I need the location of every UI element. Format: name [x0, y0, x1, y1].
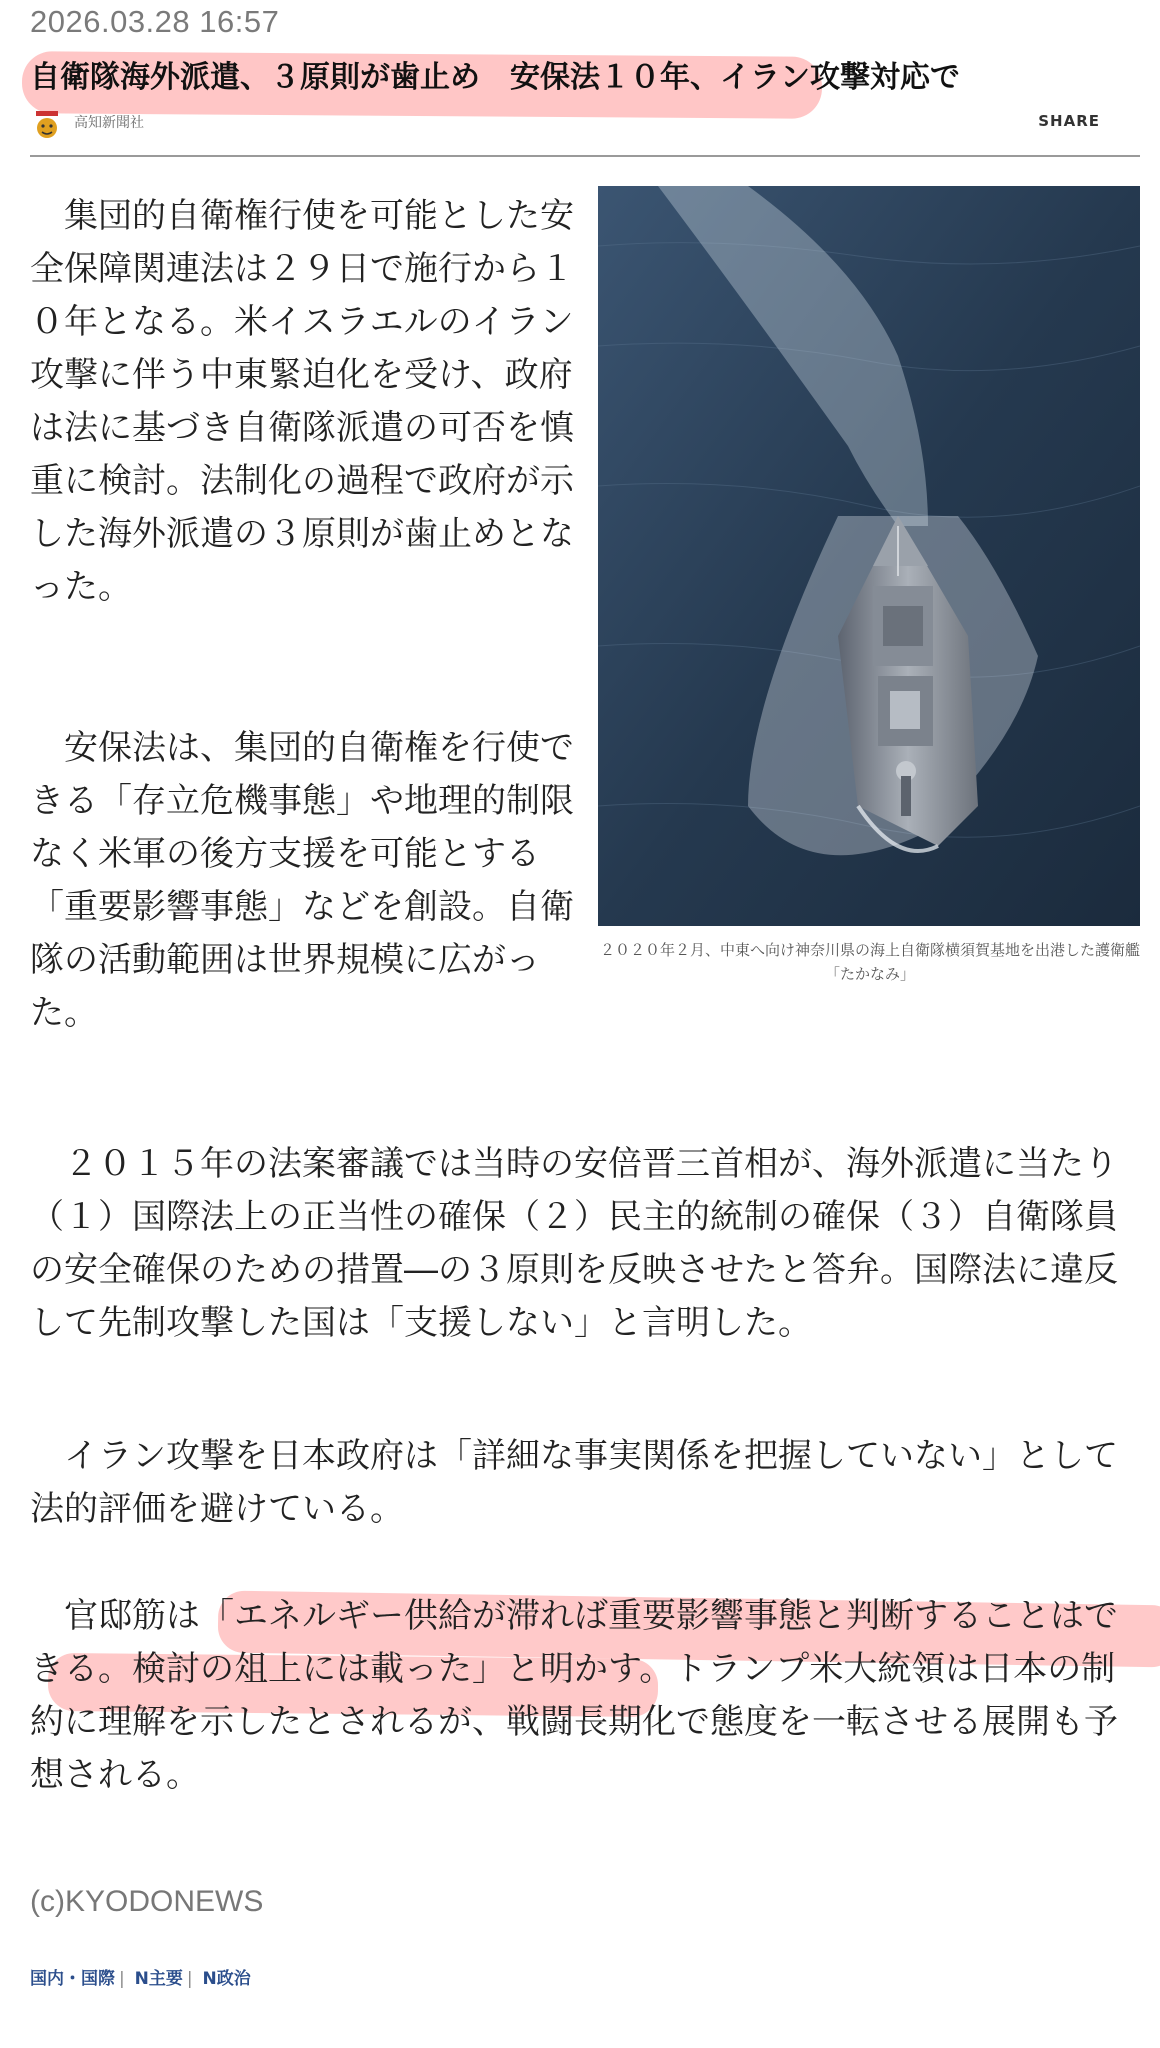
publisher-name: 高知新聞社 — [74, 115, 144, 131]
article-paragraph-2: 安保法は、集団的自衛権を行使できる「存立危機事態」や地理的制限なく米軍の後方支援を可能とする「重要影響事態」などを創設。自衛隊の活動範囲は世界規模に広がった。 — [30, 728, 574, 1033]
copyright-notice: (c)KYODONEWS — [30, 1885, 264, 1918]
article-photo-warship — [598, 186, 1140, 926]
warship-image-icon — [598, 186, 1140, 926]
article-paragraph-5: 官邸筋は「エネルギー供給が滞れば重要影響事態と判断することはできる。検討の俎上には載った」と明かす。トランプ米大統領は日本の制約に理解を示したとされるが、戦闘長期化で態度を一転させる展開も予想される。 — [30, 1596, 1118, 1795]
article-paragraph-3: ２０１５年の法案審議では当時の安倍晋三首相が、海外派遣に当たり（１）国際法上の正当性の確保（２）民主的統制の確保（３）自衛隊員の安全確保のための措置―の３原則を反映させたと答弁。国際法に違反して先制攻撃した国は「支援しない」と言明した。 — [30, 1144, 1118, 1343]
tag-separator: | — [186, 1969, 193, 1989]
share-button[interactable]: SHARE — [1038, 112, 1100, 130]
article-paragraph-1: 集団的自衛権行使を可能とした安全保障関連法は２９日で施行から１０年となる。米イスラエルのイラン攻撃に伴う中東緊迫化を受け、政府は法に基づき自衛隊派遣の可否を慎重に検討。法制化の過程で政府が示した海外派遣の３原則が歯止めとなった。 — [30, 196, 574, 607]
article-datetime: 2026.03.28 16:57 — [30, 4, 280, 39]
tag-separator: | — [119, 1969, 125, 1989]
article-title: 自衛隊海外派遣、３原則が歯止め 安保法１０年、イラン攻撃対応で — [30, 60, 960, 95]
tag-link-n-main[interactable]: N主要 — [134, 1969, 183, 1989]
tag-list — [30, 1964, 251, 1989]
photo-caption: ２０２０年２月、中東へ向け神奈川県の海上自衛隊横須賀基地を出港した護衛艦「たかなみ」 — [600, 941, 1141, 983]
article-paragraph-4: イラン攻撃を日本政府は「詳細な事実関係を把握していない」として法的評価を避けている。 — [30, 1436, 1118, 1529]
tag-link-domestic-international[interactable]: 国内・国際 — [30, 1969, 115, 1989]
tag-link-n-politics[interactable]: N政治 — [202, 1969, 251, 1989]
publisher-row — [30, 106, 1100, 148]
publisher-logo-icon — [32, 109, 62, 141]
header-divider — [30, 155, 1140, 157]
